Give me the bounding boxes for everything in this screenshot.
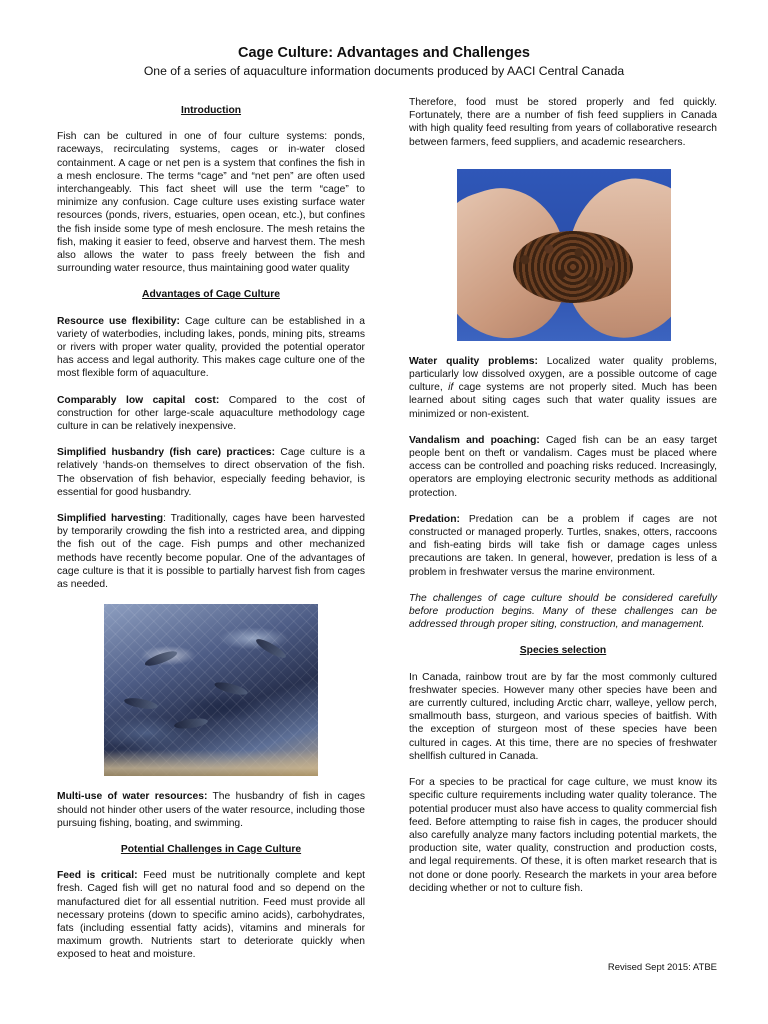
introduction-paragraph: Fish can be cultured in one of four culture systems: ponds, raceways, recirculating systems, cages or in-water closed containment. A cage or net pen is a system that confines the fish in a mesh enclosure. The terms “cage” and “net pen” are often used interchangeably. This fact sheet will use the term “cage” to minimize any confusion. Cage culture uses existing surface water resources (ponds, rivers, estuaries, open ocean, etc.), but confines the fish inside some type of mesh enclosure. The mesh retains the fish, making it easier to feed, observe and harvest them. The mesh also allows the water to pass freely between the fish and surrounding water resource, thus maintaining good water quality [57, 131, 365, 275]
husbandry-text: Cage culture is a relatively ‘hands-on themselves to direct observation of the fish. The observation of fish behavior, especially feeding behavior, is essential for good husbandry. [57, 447, 365, 498]
caged-fish-photo [104, 604, 318, 776]
species-selection-heading: Species selection [519, 645, 607, 657]
left-column [57, 104, 365, 975]
feed-pellets [513, 231, 633, 303]
husbandry-label: Simplified husbandry (fish care) practices: [57, 447, 276, 459]
capital-cost-text: Compared to the cost of construction for other large-scale aquaculture methodology cage culture in can be relatively inexpensive. [57, 394, 365, 433]
harvesting-paragraph [57, 512, 365, 591]
resource-flexibility-label: Resource use flexibility: [57, 315, 180, 327]
advantages-heading: Advantages of Cage Culture [142, 289, 280, 301]
document-title: Cage Culture: Advantages and Challenges [238, 45, 530, 61]
vandalism-text: Caged fish can be an easy target people bent on theft or vandalism. Cages must be placed where access can be controlled and poaching risks reduced. Increasingly, operators are employing electronic security methods as additional protection. [409, 434, 718, 499]
vandalism-label: Vandalism and poaching: [409, 434, 540, 446]
challenges-heading: Potential Challenges in Cage Culture [120, 843, 302, 855]
predation-label: Predation: [409, 513, 460, 525]
species-paragraph: In Canada, rainbow trout are by far the most commonly cultured freshwater species. However many other species have been and are currently cultured, including Arctic charr, walleye, yellow perch, smallmouth bass, sturgeon, and various species of baitfish. With the exception of sturgeon most of these species have been cultured in cages. At this time, there are no species of freshwater shellfish cultured in Canada. [409, 671, 717, 762]
capital-cost-label: Comparably low capital cost: [57, 394, 220, 406]
harvesting-label: Simplified harvesting [57, 513, 164, 525]
water-quality-label: Water quality problems: [409, 355, 538, 367]
revision-note: Revised Sept 2015: ATBE [607, 962, 717, 973]
fish-feed-photo [457, 169, 671, 341]
feed-critical-text: Feed must be nutritionally complete and kept fresh. Caged fish will get no natural food and so depend on the manufactured diet for all essential nutrition. Feed must provide all necessary proteins (down to specific amino acids), carbohydrates, fats (including essential fatty acids), vitamins and minerals for maximum growth. Nutrients start to deteriorate quickly when exposed to heat and moisture. [57, 870, 365, 961]
document-subtitle: One of a series of aquaculture information documents produced by AACI Central Canada [143, 64, 625, 78]
water-quality-text-a: Localized water quality problems, particularly low dissolved oxygen, are a possible outcome of cage culture, [409, 355, 717, 394]
challenges-note [409, 592, 717, 632]
challenges-note-text: The challenges of cage culture should be considered carefully before production begins. Many of these challenges can be addressed through proper siting, construction, and management. [409, 592, 717, 631]
cage-rope [104, 750, 318, 776]
predation-paragraph [409, 513, 717, 579]
feed-critical-label: Feed is critical: [57, 870, 138, 882]
multi-use-label: Multi-use of water resources: [57, 791, 208, 803]
multi-use-paragraph [57, 790, 365, 830]
water-quality-paragraph [409, 355, 717, 421]
water-quality-text-b: cage systems are not properly sited. Much has been learned about siting cages such that water quality issues are minimized or non-existent. [409, 382, 717, 420]
practical-species-paragraph: For a species to be practical for cage culture, we must know its specific culture requirements including water quality tolerance. The potential producer must also have access to quality commercial fish feed. Before attempting to raise fish in cages, the producer should also carefully analyze many factors including potential markets, the production site, water quality, construction and production costs, and legal requirements. Of these, it is often market research that is not done or done poorly. Research the markets in your area before deciding whether or not to culture fish. [409, 777, 717, 894]
harvesting-text: : Traditionally, cages have been harvested by temporarily crowding the fish into a restricted area, and dipping the fish out of the cage. Fish pumps and other mechanized methods have recently become popular. One of the advantages of cage culture is that it is possible to partially harvest fish from cages as needed. [57, 513, 365, 591]
feed-continued-paragraph: Therefore, food must be stored properly and fed quickly. Fortunately, there are a number of fish feed suppliers in Canada with high quality feed resulting from years of collaborative research between farmers, feed suppliers, and academic researchers. [409, 97, 717, 148]
right-column [409, 96, 717, 908]
husbandry-paragraph [57, 446, 365, 499]
water-quality-if: if [448, 382, 454, 394]
resource-flexibility-paragraph [57, 315, 365, 381]
capital-cost-paragraph [57, 394, 365, 434]
introduction-heading: Introduction [180, 105, 242, 116]
resource-flexibility-text: Cage culture can be established in a variety of waterbodies, including lakes, ponds, mining pits, streams or rivers with proper water quality, provided the potential operator has access and legal authority. This makes cage culture one of the most flexible form of aquaculture. [57, 315, 365, 380]
multi-use-text: The husbandry of fish in cages should not hinder other users of the water resource, including those pursuing fishing, boating, and swimming. [57, 791, 365, 829]
vandalism-paragraph [409, 434, 717, 500]
predation-text: Predation can be a problem if cages are not constructed or managed properly. Turtles, snakes, otters, raccoons and fish-eating birds will take fish or damage cages unless precautions are taken. In general, however, predation is less of a problem in freshwater versus the marine environment. [409, 513, 717, 578]
feed-critical-paragraph [57, 869, 365, 961]
